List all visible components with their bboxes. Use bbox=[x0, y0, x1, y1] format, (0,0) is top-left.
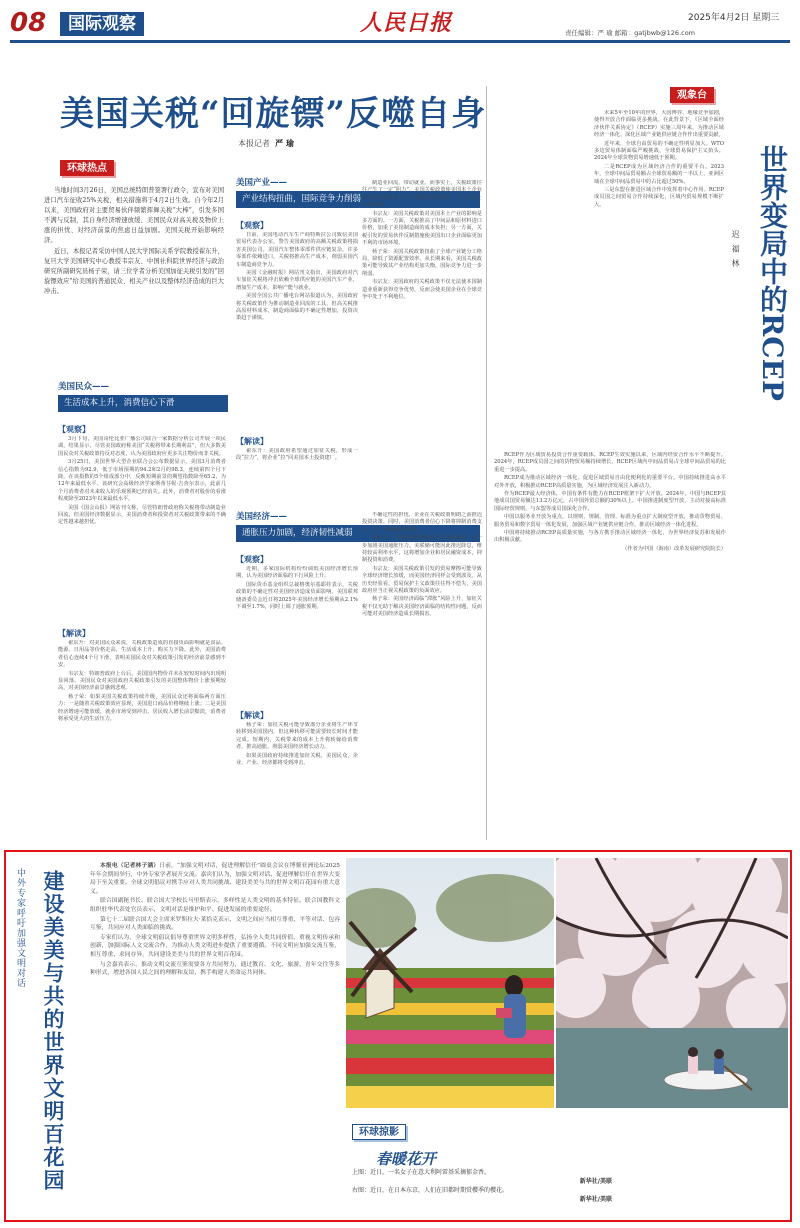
consumer-explain-body: 翟东升：对美国民众来说，关税政策造成的直接负面影响就是食品、能源、日用品等价格走高，生活成本上升，购买力下降。此外，美国消费者信心连续4个月下滑，表明美国民众对关税政策引发的经济前景感到不安。 韦宗友：特朗普政府上台后，美国国内物价并未在较短时间内出现明显回落。美国民众对美国政府关税政策引发的美国整体物价上涨预期较高，对美国经济前景感到悲观。 杨子荣：如果美国关税政策持续升级，美国民众还将面临两方面压力：一是随着关税政策效应显现，美国进口商品价格继续上涨；二是美国经济增速可能放缓，就业市场受到冲击，居民收入增长前景黯淡，消费者将承受更大的生活压力。 bbox=[58, 640, 226, 723]
industry-body-2: 制造业回流，带动就业。而事实上，关税政策往往产生了一定“阻力”，美国关税政策使美国本土企业和在美外资企业不得不面临供应链中断、生产成本上升等挑战。 韦宗友：美国关税政策对美国本土产业的影响是多方面的。一方面，关税推高了中间品和原材料进口价格，加重了美国制造商的成本负担；另一方面，关税引发的贸易伙伴反制措施使美国出口企业面临更加不利的市场环境。 杨子荣：美国关税政策扭曲了全球产业链分工格局，降低了资源配置效率。从长期来看，美国关税政策可能导致其产业结构更加失衡，国际竞争力进一步削弱。 韦宗友：美国政府的关税政策不仅无法使本国制造业重新获得竞争优势，反而会使美国企业在全球竞争中处于不利地位。 bbox=[362, 180, 482, 301]
consumer-banner bbox=[58, 382, 228, 412]
feature-body: 本报电（记者林子涵）日前，“加强文明对话，促进理解信任”圆桌会议在博鳌亚洲论坛2025年年会期间举行，中外专家学者展开交流。嘉宾们认为，加强文明对话、促进理解信任在世界大变局下至关重要。全球文明倡议对携手应对人类共同挑战、建设美美与共的世界文明百花园有重大意义。 联合国副秘书长、联合国大学校长马里斯表示，多样性是人类文明的基本特征。联合国教科文组织驻华代表处官员表示，文明对话是维护和平、促进发展的重要途径。 第七十二届联合国大会主席米罗斯拉夫·莱恰克表示，文明之间应当相互尊重、平等对话、包容互鉴，共同应对人类面临的挑战。 专家们认为，全球文明倡议倡导尊重世界文明多样性，弘扬全人类共同价值，重视文明传承和创新，加强国际人文交流合作，为推动人类文明进步提供了重要遵循。不同文明应加强交流互鉴，相互尊重、求同存异，共同建设美美与共的世界文明百花园。 与会嘉宾表示，推动文明交流互鉴需要各方共同努力，通过教育、文化、旅游、青年交往等多种形式，增进各国人民之间的理解和友谊，携手构建人类命运共同体。 bbox=[90, 863, 340, 977]
feature-byline: 本报电（记者林子涵） bbox=[100, 863, 160, 869]
hotspot-label: 环球热点 bbox=[60, 160, 114, 176]
consumer-explain-tag: 【解读】 bbox=[58, 628, 90, 638]
column-author: 迟 福 林 bbox=[731, 230, 740, 270]
main-headline: 美国关税“回旋镖”反噬自身 bbox=[60, 94, 487, 134]
economy-body-2: 不确定性的担忧，企业在关税政策明朗之前推迟投资决策。同时，美国消费者信心下降将抑制消费支出，进一步拖累经济增长。 翟东升：美国关税政策推高进口商品价格，进一步加剧美国通胀压力。美联储可能因此推迟降息，维持较高利率水平，这将增加企业和居民融资成本，抑制投资和消费。 韦宗友：美国关税政策引发的贸易摩擦可能导致全球经济增长放缓，而美国经济同样会受到波及。从历史经验看，贸易保护主义政策往往得不偿失，美国政府应当正视关税政策的负面效应。 杨子荣：美国经济面临“滞胀”风险上升，加征关税不仅无助于解决美国经济面临的结构性问题，反而可能对美国经济造成长期损害。 bbox=[362, 512, 482, 618]
editor-meta: 责任编辑：严 瑜 邮箱：gatjbwb@126.com bbox=[565, 29, 696, 37]
column-body-2: RCEP作为区域贸易投资合作重要载体。RCEP生效实施以来，区域内经贸合作水平不断提升。2024年，RCEP成员国之间的货物贸易额持续增长，RCEP区域内中间品贸易占全球中间品贸易的比重进一步提高。 RCEP成为推动区域经济一体化、促进区域贸易自由化便利化的重要平台。中国持续推进高水平对外开放，积极推动RCEP高质量实施，为区域经济发展注入新动力。 作为RCEP最大经济体，中国有条件有能力在RCEP框架下扩大开放。2024年，中国与RCEP其他成员国贸易额达13.2万亿元，占中国外贸总额的30%以上。中国推进制度型开放，主动对接高标准国际经贸规则，与东盟等成员国深化合作。 中国以服务业开放为重点，以规则、规制、管理、标准为重点扩大制度型开放，推动货物贸易、服务贸易和数字贸易一体化发展，加强区域产业链供应链合作，推动区域经济一体化进程。 中国将持续推动RCEP高质量实施，与各方携手推动区域经济一体化，为世界经济复苏和发展作出积极贡献。 （作者为中国（海南）改革发展研究院院长） bbox=[494, 452, 726, 552]
issue-date: 2025年4月2日 星期三 bbox=[688, 13, 780, 23]
photo-box-label: 环球掠影 bbox=[352, 1124, 406, 1140]
section-title: 国际观察 bbox=[60, 12, 144, 36]
economy-explain-tag: 【解读】 bbox=[236, 710, 268, 720]
consumer-observe-tag: 【观察】 bbox=[58, 424, 90, 434]
column-label: 观象台 bbox=[670, 87, 714, 103]
consumer-subtitle: 生活成本上升，消费信心下滑 bbox=[58, 395, 228, 412]
byline bbox=[238, 138, 294, 149]
feature-lead: 日前，“加强文明对话，促进理解信任”圆桌会议在博鳌亚洲论坛2025年年会期间举行，中外专家学者展开交流。嘉宾们认为，加强文明对话、促进理解信任在世界大变局下至关重要。全球文明倡议对携手应对人类共同挑战、建设美美与共的世界文明百花园有重大意义。 bbox=[90, 863, 340, 895]
header-rule bbox=[10, 40, 790, 43]
page-number: 08 bbox=[10, 8, 47, 38]
industry-observe-tag: 【观察】 bbox=[236, 220, 268, 230]
industry-subtitle: 产业结构扭曲，国际竞争力削弱 bbox=[236, 191, 480, 208]
column-title: 世界变局中的RCEP bbox=[756, 145, 789, 401]
credit-top: 新华社/美联 bbox=[579, 1178, 612, 1185]
economy-explain-body: 杨子荣：加征关税可能导致部分企业将生产环节转移到美国国内，但这种转移可能需要较长时间才能完成。短期内，关税带来的成本上升将转嫁给消费者，推高通胀，削弱美国经济增长动力。 如果美国政府持续推进加征关税，美国民众、企业、产业、经济都将受到冲击。 bbox=[236, 722, 358, 767]
tulip-photo-image bbox=[346, 858, 554, 1108]
economy-subtitle: 通胀压力加剧，经济韧性减弱 bbox=[236, 525, 480, 542]
industry-observe-body-1: 日前，美国电动汽车生产商特斯拉公司致信美国贸易代表办公室，警告美国政府的高额关税政策将损害美国公司。美国汽车整体零部件供应链复杂，许多零部件依赖进口，关税将推高生产成本，削弱美国汽车制造商竞争力。 美国《金融时报》网站刊文指出，美国政府对汽车加征关税将冲击依赖全球供应链的美国汽车产业，增加生产成本，影响产能与就业。 美国全国公共广播电台网站报道认为，美国政府将关税政策作为推动制造业回流的工具，但高关税推高原材料成本，制造商面临的不确定性增加，投资决策趋于谨慎。 bbox=[236, 232, 358, 322]
column-divider bbox=[486, 86, 487, 840]
feature-title: 建设美美与共的世界文明百花园 bbox=[41, 870, 66, 1192]
hotspot-intro: 近日，本报记者采访中国人民大学国际关系学院教授翟东升，复旦大学美国研究中心教授韦宗友、中国社科院世界经济与政治研究所副研究员杨子荣，请三位学者分析美国加征关税引发的“回旋镖效应”给美国的普通民众、相关产业以及整体经济造成的巨大冲击。 bbox=[44, 248, 224, 295]
economy-observe-tag: 【观察】 bbox=[236, 554, 268, 564]
tulip-photo bbox=[346, 858, 554, 1108]
photo-box-title: 春暖花开 bbox=[376, 1150, 437, 1168]
byline-name: 严 瑜 bbox=[275, 138, 294, 148]
economy-tag: 美国经济—— bbox=[236, 512, 480, 523]
hotspot-text bbox=[44, 186, 224, 362]
industry-explain-tag: 【解读】 bbox=[236, 436, 268, 446]
consumer-tag: 美国民众—— bbox=[58, 382, 228, 393]
cherry-photo-image bbox=[556, 858, 788, 1108]
industry-explain-body-1: 翟东升：美国政府希望通过加征关税，形成一段“拉力”，将企业“拉”回美国本土投资建厂。 bbox=[236, 448, 358, 462]
credit-bottom: 新华社/美联 bbox=[579, 1196, 612, 1203]
newspaper-logo: 人民日报 bbox=[360, 10, 453, 36]
cherry-photo bbox=[556, 858, 788, 1108]
economy-observe-body: 近期，多家国际机构纷纷调低美国经济增长预期，认为美国经济面临的下行风险上升。 国际货币基金组织总裁格奥尔基耶娃表示，关税政策的不确定性对美国经济造成负面影响。美国联邦储备委员会近日将2025年美国经济增长预期从2.1%下调至1.7%，同时上调了通胀预期。 bbox=[236, 566, 358, 611]
hotspot-lead: 当地时间3月26日，美国总统特朗普签署行政令，宣布对美国进口汽车征收25%关税，相关措施将于4月2日生效。自今年2月以来，美国政府对主要贸易伙伴频繁挥舞关税“大棒”，引发多国不满与反制，其自身经济增速放缓、美国民众对高关税及物价上涨的担忧、对经济前景的焦虑日益加剧。美国关税开始影响经济。 bbox=[44, 187, 224, 244]
industry-tag: 美国产业—— bbox=[236, 178, 480, 189]
caption-bottom: 右图：近日，在日本东京，人们在旧都时期赏樱季的樱花。 bbox=[352, 1187, 509, 1194]
feature-kicker: 中外专家呼吁加强文明对话 bbox=[15, 868, 25, 988]
byline-prefix: 本报记者 bbox=[238, 139, 270, 148]
caption-top: 上图：近日，一名女子在意大利阿雷基采摘郁金香。 bbox=[352, 1169, 491, 1176]
column-body-1: 未来5年至10年的世界，大国博弈、地缘竞争加剧，使得开放合作面临更多挑战。在此背景下，《区域全面经济伙伴关系协定》（RCEP）实施三周年来，为推动区域经济一体化、深化区域产业链供应链合作作出重要贡献。 近年来，全球自由贸易的不确定性明显加大。WTO多边贸易体制面临严峻挑战，全球贸易保护主义抬头。2024年全球货物贸易增速低于预期。 二是RCEP成为区域经济合作的重要平台。2023年，全球中间品贸易额占全球贸易额的一半以上，亚洲区域在全球中间品贸易中的占比超过50%。 三是东盟在推进区域合作中发挥着中心作用。RCEP成员国之间贸易合作持续深化，区域内贸易规模不断扩大。 bbox=[594, 110, 724, 208]
photo-captions bbox=[352, 1168, 782, 1204]
consumer-observe-body: 3月下旬，美国哥伦比亚广播公司联合一家数据分析公司开展一项民调，结果显示，尽管美国政府称美国“关税将带来长期利益”，但大多数美国民众对关税政策持反对态度，认为美国政府应更多关注物价而非关税。 3月25日，美国世界大型企业联合会公布数据显示，美国3月消费者信心指数为92.9，低于市场预期的94.2和2月的98.3，连续第四个月下降。在该指数的5个组成部分中，反映短期前景的期望指数降至65.2，为12年来最低水平。该研究会高级经济学家斯蒂芬妮·吉查尔表示，此前几个月消费者对未来收入的乐观预期已经消失。此外，消费者对股价的看涨程度降至2023年以来最低水平。 美国《国会山报》网站刊文称，尽管特朗普政府称关税将带动制造业回流，但美国经济数据显示，美国消费者和投资者对关税政策带来的不确定性越来越担忧。 bbox=[58, 436, 226, 526]
